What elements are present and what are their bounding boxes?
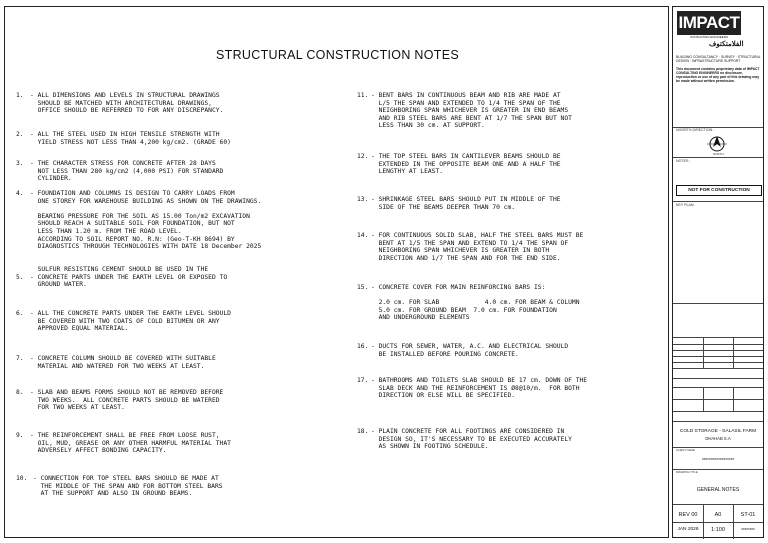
divider xyxy=(673,344,763,345)
divider xyxy=(703,387,704,411)
project-subtitle: DHAHAB S.A xyxy=(705,436,731,441)
page-title: STRUCTURAL CONSTRUCTION NOTES xyxy=(216,48,459,62)
divider xyxy=(673,399,763,400)
divider xyxy=(673,522,763,523)
divider xyxy=(673,368,763,369)
divider xyxy=(673,378,763,379)
proprietary-notice: This document contains proprietary data of IMPACT CONSULTING ENGINEERS no disclosure, reproduction or use of any part of this drawing may be made without written permission. xyxy=(676,67,760,83)
divider xyxy=(673,201,763,202)
scale: 1:100 xyxy=(711,527,725,533)
client-name: xxxxxxxxxxxxxxxxxx xyxy=(701,457,735,461)
divider xyxy=(673,337,763,338)
arabic-name: الفلامتكتوف xyxy=(709,41,744,48)
drawing-sheet: STRUCTURAL CONSTRUCTION NOTES 1. - ALL DIMENSIONS AND LEVELS IN STRUCTURAL DRAWINGS SHOULD BE MATCHED WITH ARCHITECTURAL DRAWINGS, OFFICE SHOULD BE REFERRED TO FOR ANY DISCREPANCY. 2. - ALL THE STEEL USED IN HIGH TENSILE STRENGTH WITH YIELD STRESS NOT LESS THAN 4,200 kg/cm2. (GRADE 60) 3. - THE CHARACTER STRESS FOR CONCRETE AFTER 28 DAYS NOT LESS THAN 280 kg/cm2 (4,000 PSI) FOR STANDARD CYLINDER. 4. - FOUNDATION AND COLUMNS IS DESIGN TO CARRY LOADS FROM ONE STOREY FOR WAREHOUSE BUILDING AS SHOWN ON THE DRAWINGS. BEARING PRESSURE FOR THE SOIL AS 15.00 Ton/m2 EXCAVATION SHOULD REACH A SUITABLE SOIL FOR FOUNDATION, BUT NOT LESS THAN 1.20 m. FROM THE ROAD LEVEL. ACCORDING TO SOIL REPORT NO. R.N: (Geo-T-KH 8694) BY DIAGNOSTICS THROUGH TECHNOLOGIES WITH DATE 18 December 2025 5. SULFUR RESISTING CEMENT SHOULD BE USED IN THE - CONCRETE PARTS UNDER THE EARTH LEVEL OR EXPOSED TO GROUND WATER. 6. - ALL THE CONCRETE PARTS UNDER THE EARTH LEVEL SHOULD BE COVERED WITH TWO COATS OF COLD BITUMEN OR ANY APPROVED EQUAL MATERIAL. 7. - CONCRETE COLUMN SHOULD BE COVERED WITH SUITABLE MATERIAL AND WATERED FOR TWO WEEKS AT LEAST. 8. - SLAB AND BEAMS FORMS SHOULD NOT BE REMOVED BEFORE TWO WEEKS. ALL CONCRETE PARTS SHOULD BE WATERED FOR TWO WEEKS AT LEAST. 9. - THE REINFORCEMENT SHALL BE FREE FROM LOOSE RUST, OIL, MUD, GREASE OR ANY OTHER HARMFUL MATERIAL THAT ADVERSELY AFFECT BONDING CAPACITY. 10. - CONNECTION FOR TOP STEEL BARS SHOULD BE MADE AT THE MIDDLE OF THE SPAN AND FOR BOTTOM STEEL BARS AT THE SUPPORT AND ALSO IN GROUND BEAMS. 11. - BENT BARS IN CONTINUOUS BEAM AND RIB ARE MADE AT L/5 THE SPAN AND EXTENDED TO 1/4 THE SPAN OF THE NEIGHBORING SPAN WHICHEVER IS GREATER IN END BEAMS AND RIB STEEL BARS ARE BENT AT 1/7 THE SPAN BUT NOT LESS THAN 30 cm. AT SUPPORT. 12. - THE TOP STEEL BARS IN CANTILEVER BEAMS SHOULD BE EXTENDED IN THE OPPOSITE BEAM ONE AND A HALF THE LENGTHY AT LEAST. 13. - SHRINKAGE STEEL BARS SHOULD PUT IN MIDDLE OF THE SIDE OF THE BEAMS DEEPER THAN 70 cm. 14. - FOR CONTINUOUS SOLID SLAB, HALF THE STEEL BARS MUST BE BENT AT 1/5 THE SPAN AND EXTEND TO 1/4 THE SPAN OF NEIGHBORING SPAN WHICHEVER IS GREATER IN BOTH DIRECTION AND 1/7 THE SPAN AND FOR THE END SIDE. 15. - CONCRETE COVER FOR MAIN REINFORCING BARS IS: 2.0 cm. FOR SLAB 4.0 cm. FOR BEAM & COLUMN 5.0 cm. FOR GROUND BEAM 7.0 cm. FOR FOUNDATION AND UNDERGROUND ELEMENTS 16. - DUCTS FOR SEWER, WATER, A.C. AND ELECTRICAL SHOULD BE INSTALLED BEFORE POURING CONCRETE. 17. - BATHROOMS AND TOILETS SLAB SHOULD BE 17 cm. DOWN OF THE SLAB DECK AND THE REINFORCEMENT IS Ø8@10/m. FOR BOTH DIRECTION OR ELSE WILL BE SPECIFIED. 18. - PLAIN CONCRETE FOR ALL FOOTINGS ARE CONSIDERED IN DESIGN SO, IT'S NECESSARY TO BE EXECUTED ACCURATELY AS SHOWN IN FOOTING SCHEDULE. xyxy=(4,6,669,538)
notes-label: NOTES : xyxy=(676,159,691,163)
logo-subtitle: CONSULTING ENGINEERS xyxy=(690,35,728,39)
stamp: NOT FOR CONSTRUCTION xyxy=(676,185,762,196)
divider xyxy=(673,303,763,304)
divider xyxy=(703,337,704,368)
sheet-number: ST-01 xyxy=(740,512,756,518)
north-word: NORTH xyxy=(713,152,724,156)
divider xyxy=(733,387,734,411)
divider xyxy=(673,504,763,505)
date: JAN 2026 xyxy=(677,527,699,532)
drawing-title: GENERAL NOTES xyxy=(696,487,740,493)
revision: REV 00 xyxy=(678,512,698,518)
key-plan-label: KEY PLAN: xyxy=(676,203,695,207)
divider xyxy=(673,356,763,357)
sheet-size: A0 xyxy=(714,512,722,518)
title-block xyxy=(672,6,764,538)
divider xyxy=(673,350,763,351)
project-name: COLD STORAGE - SALASIL FARM xyxy=(679,429,757,434)
north-label: NOORTH DIRECTION : xyxy=(676,128,715,132)
drawing-code: xxxxxxxx xyxy=(741,527,755,531)
company-info: BUILDING CONSULTANCY · SURVEY · STRUCTURAL DESIGN · INFRASTRUCTURE SUPPORT xyxy=(676,55,761,63)
company-logo: IMPACT xyxy=(677,11,741,35)
drawing-title-label: DRAWING TITLE xyxy=(676,470,698,474)
divider xyxy=(673,157,763,158)
divider xyxy=(673,421,763,422)
client-label: CLIENT NAME xyxy=(676,448,695,452)
divider xyxy=(673,362,763,363)
divider xyxy=(733,337,734,368)
divider xyxy=(673,411,763,412)
divider xyxy=(673,387,763,388)
